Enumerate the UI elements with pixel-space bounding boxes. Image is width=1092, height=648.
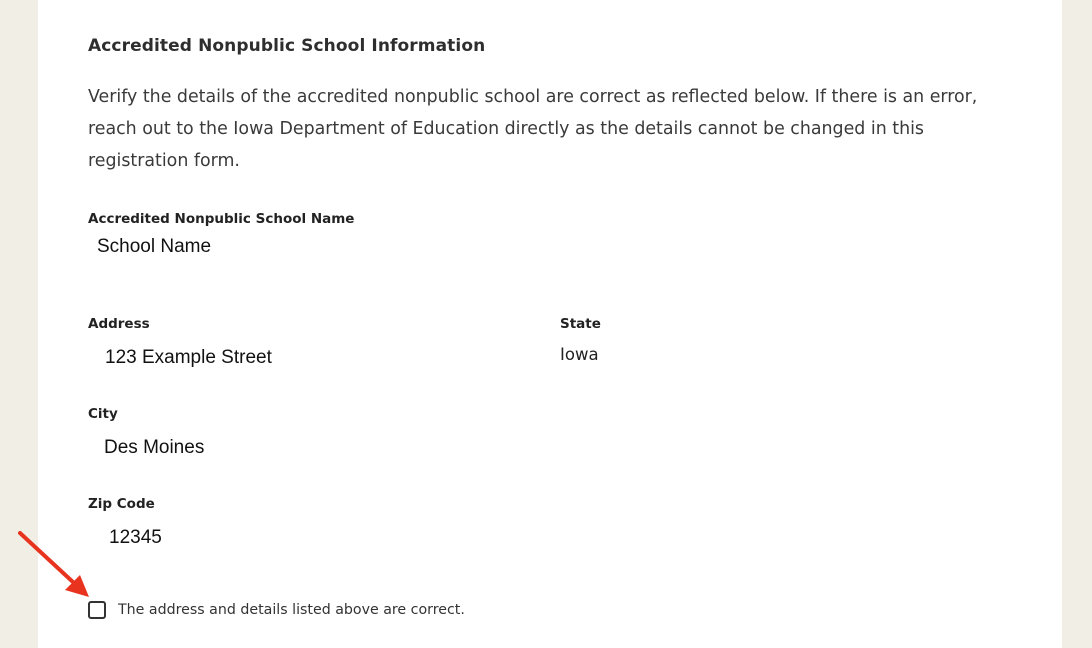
zip-code-label: Zip Code (88, 496, 155, 512)
state-label: State (560, 316, 601, 332)
school-name-label: Accredited Nonpublic School Name (88, 211, 355, 227)
address-value: 123 Example Street (105, 347, 272, 368)
school-name-value: School Name (97, 236, 212, 257)
confirm-details-checkbox[interactable] (88, 601, 106, 619)
state-value: Iowa (560, 345, 599, 364)
address-label: Address (88, 316, 150, 332)
section-title: Accredited Nonpublic School Information (88, 36, 486, 56)
section-intro: Verify the details of the accredited nonpublic school are correct as reflected below. If there is an error, reach out to the Iowa Department of Education directly as the details cannot be changed in this registration form. (88, 87, 978, 171)
zip-code-value: 12345 (109, 527, 162, 548)
form-card (38, 0, 1062, 648)
city-label: City (88, 406, 118, 422)
city-value: Des Moines (104, 437, 205, 458)
confirm-details-label[interactable]: The address and details listed above are correct. (118, 602, 465, 618)
